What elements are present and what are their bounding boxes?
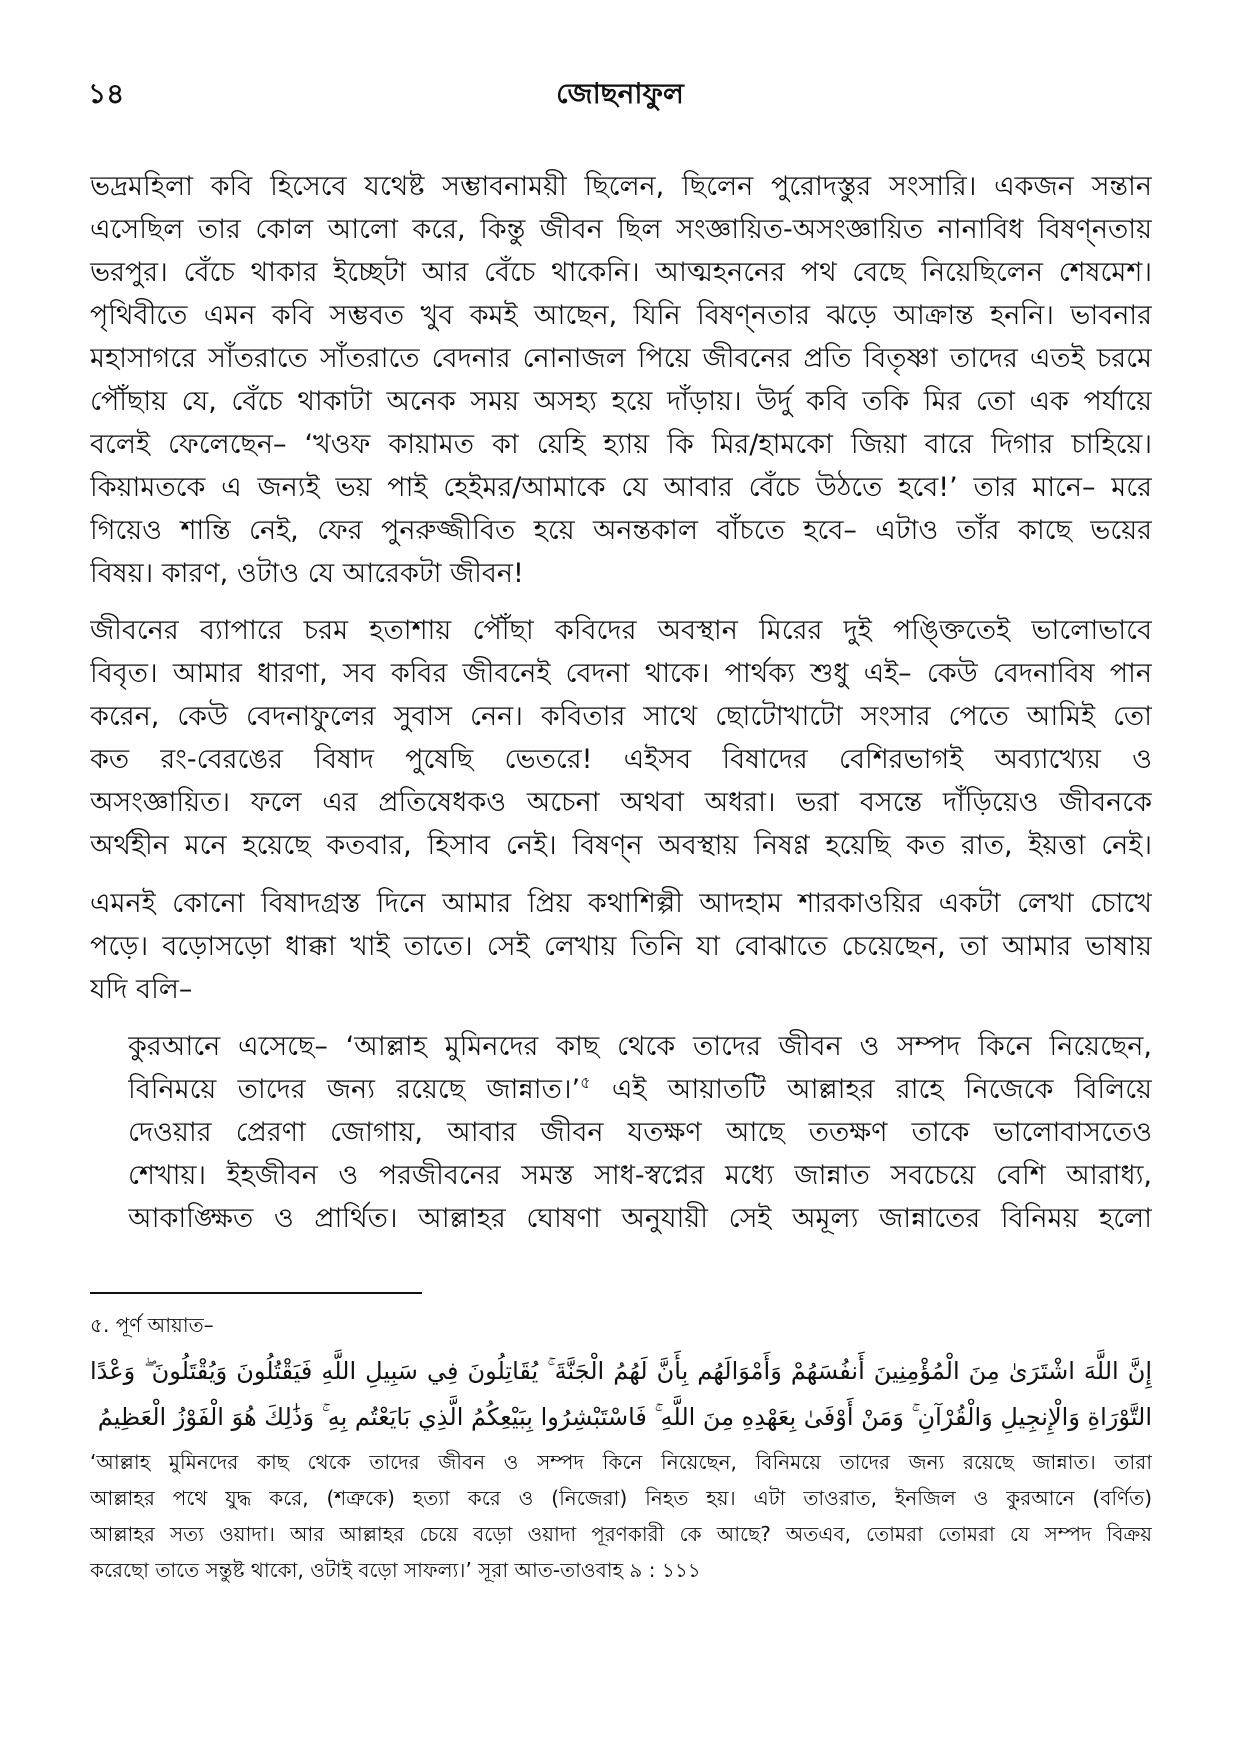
translation-line: করেছো তাতে সন্তুষ্ট থাকো, ওটাই বড়ো সাফল্য।’ সূরা আত-তাওবাহ ৯ : ১১১	[90, 1558, 701, 1582]
page-number: ১৪	[88, 77, 125, 110]
quote-line	[128, 1068, 1152, 1111]
paragraph-line: কিয়ামতকে এ জন্যই ভয় পাই হেইমর/আমাকে যে আবার বেঁচে উঠতে হবে!’ তার মানে– মরে	[90, 472, 1152, 503]
paragraph-line: মহাসাগরে সাঁতরাতে সাঁতরাতে বেদনার নোনাজল পিয়ে জীবনের প্রতি বিতৃষ্ণা তাদের এতই চরমে	[90, 343, 1152, 374]
footnote-label: ৫. পূর্ণ আয়াত–	[90, 1313, 214, 1337]
arabic-verse-line: إِنَّ اللَّهَ اشْتَرَىٰ مِنَ الْمُؤْمِنِينَ أَنفُسَهُمْ وَأَمْوَالَهُم بِأَنَّ لَهُمُ الْجَنَّةَ ۚ يُقَاتِلُونَ فِي سَبِيلِ اللَّهِ فَيَقْتُلُونَ وَيُقْتَلُونَ ۖ وَعْدًا	[90, 1357, 1152, 1385]
paragraph-line: পড়ে। বড়োসড়ো ধাক্কা খাই তাতে। সেই লেখায় তিনি যা বোঝাতে চেয়েছেন, তা আমার ভাষায়	[90, 931, 1152, 962]
paragraph-line: বিষয়। কারণ, ওটাও যে আরেকটা জীবন!	[90, 558, 524, 589]
paragraph-line: জীবনের ব্যাপারে চরম হতাশায় পৌঁছা কবিদের অবস্থান মিরের দুই পঙ্ক্তিতেই ভালোভাবে	[90, 615, 1152, 646]
quote-line: আকাঙ্ক্ষিত ও প্রার্থিত। আল্লাহর ঘোষণা অনুযায়ী সেই অমূল্য জান্নাতের বিনিময় হলো	[128, 1203, 1152, 1234]
paragraph-line: পৌঁছায় যে, বেঁচে থাকাটা অনেক সময় অসহ্য হয়ে দাঁড়ায়। উর্দু কবি তকি মির তো এক পর্যায়ে	[90, 386, 1152, 417]
footnote-reference: ৫	[580, 1073, 591, 1092]
footnote-divider	[90, 1292, 422, 1294]
paragraph-line: অর্থহীন মনে হয়েছে কতবার, হিসাব নেই। বিষণ্ন অবস্থায় নিষণ্ণ হয়েছি কত রাত, ইয়ত্তা নেই।	[90, 830, 1152, 861]
paragraph-line: যদি বলি–	[90, 974, 193, 1005]
quote-line-text: বিনিময়ে তাদের জন্য রয়েছে জান্নাত।’	[128, 1074, 581, 1105]
translation-line: আল্লাহর সত্য ওয়াদা। আর আল্লাহর চেয়ে বড়ো ওয়াদা পূরণকারী কে আছে? অতএব, তোমরা তোমরা যে সম্পদ বিক্রয়	[90, 1522, 1152, 1546]
paragraph-line: পৃথিবীতে এমন কবি সম্ভবত খুব কমই আছেন, যিনি বিষণ্নতার ঝড়ে আক্রান্ত হননি। ভাবনার	[90, 300, 1152, 331]
translation-line: ‘আল্লাহ মুমিনদের কাছ থেকে তাদের জীবন ও সম্পদ কিনে নিয়েছেন, বিনিময়ে তাদের জন্য রয়েছে জান্নাত। তারা	[90, 1450, 1152, 1474]
translation-line: আল্লাহর পথে যুদ্ধ করে, (শত্রুকে) হত্যা করে ও (নিজেরা) নিহত হয়। এটা তাওরাত, ইনজিল ও কুরআনে (বর্ণিত)	[90, 1486, 1152, 1510]
paragraph-line: বলেই ফেলেছেন– ‘খওফ কায়ামত কা য়েহি হ্যায় কি মির/হামকো জিয়া বারে দিগার চাহিয়ে।	[90, 429, 1152, 460]
paragraph-line: করেন, কেউ বেদনাফুলের সুবাস নেন। কবিতার সাথে ছোটোখাটো সংসার পেতে আমিই তো	[90, 701, 1152, 732]
paragraph-line: এমনই কোনো বিষাদগ্রস্ত দিনে আমার প্রিয় কথাশিল্পী আদহাম শারকাওয়ির একটা লেখা চোখে	[90, 888, 1152, 919]
paragraph-line: বিবৃত। আমার ধারণা, সব কবির জীবনেই বেদনা থাকে। পার্থক্য শুধু এই– কেউ বেদনাবিষ পান	[90, 658, 1152, 689]
paragraph-line: এসেছিল তার কোল আলো করে, কিন্তু জীবন ছিল সংজ্ঞায়িত-অসংজ্ঞায়িত নানাবিধ বিষণ্নতায়	[90, 214, 1152, 245]
quote-line: কুরআনে এসেছে– ‘আল্লাহ মুমিনদের কাছ থেকে তাদের জীবন ও সম্পদ কিনে নিয়েছেন,	[128, 1031, 1152, 1062]
paragraph-line: অসংজ্ঞায়িত। ফলে এর প্রতিষেধকও অচেনা অথবা অধরা। ভরা বসন্তে দাঁড়িয়েও জীবনকে	[90, 787, 1152, 818]
quote-line: শেখায়। ইহজীবন ও পরজীবনের সমস্ত সাধ-স্বপ্নের মধ্যে জান্নাত সবচেয়ে বেশি আরাধ্য,	[128, 1160, 1152, 1191]
paragraph-line: ভদ্রমহিলা কবি হিসেবে যথেষ্ট সম্ভাবনাময়ী ছিলেন, ছিলেন পুরোদস্তুর সংসারি। একজন সন্তান	[90, 171, 1152, 202]
paragraph-line: কত রং-বেরঙের বিষাদ পুষেছি ভেতরে! এইসব বিষাদের বেশিরভাগই অব্যাখ্যেয় ও	[90, 744, 1152, 775]
arabic-verse-line: التَّوْرَاةِ وَالْإِنجِيلِ وَالْقُرْآنِ ۚ وَمَنْ أَوْفَىٰ بِعَهْدِهِ مِنَ اللَّهِ ۚ فَاسْتَبْشِرُوا بِبَيْعِكُمُ الَّذِي بَايَعْتُم بِهِ ۚ وَذَٰلِكَ هُوَ الْفَوْزُ الْعَظِيمُ	[97, 1403, 1152, 1431]
paragraph-line: গিয়েও শান্তি নেই, ফের পুনরুজ্জীবিত হয়ে অনন্তকাল বাঁচতে হবে– এটাও তাঁর কাছে ভয়ের	[90, 515, 1152, 546]
quote-line: দেওয়ার প্রেরণা জোগায়, আবার জীবন যতক্ষণ আছে ততক্ষণ তাকে ভালোবাসতেও	[128, 1117, 1152, 1148]
book-title: জোছনাফুল	[556, 77, 684, 110]
quote-line-text: এই আয়াতটি আল্লাহর রাহে নিজেকে বিলিয়ে	[590, 1074, 1152, 1105]
paragraph-line: ভরপুর। বেঁচে থাকার ইচ্ছেটা আর বেঁচে থাকেনি। আত্মহননের পথ বেছে নিয়েছিলেন শেষমেশ।	[90, 257, 1152, 288]
